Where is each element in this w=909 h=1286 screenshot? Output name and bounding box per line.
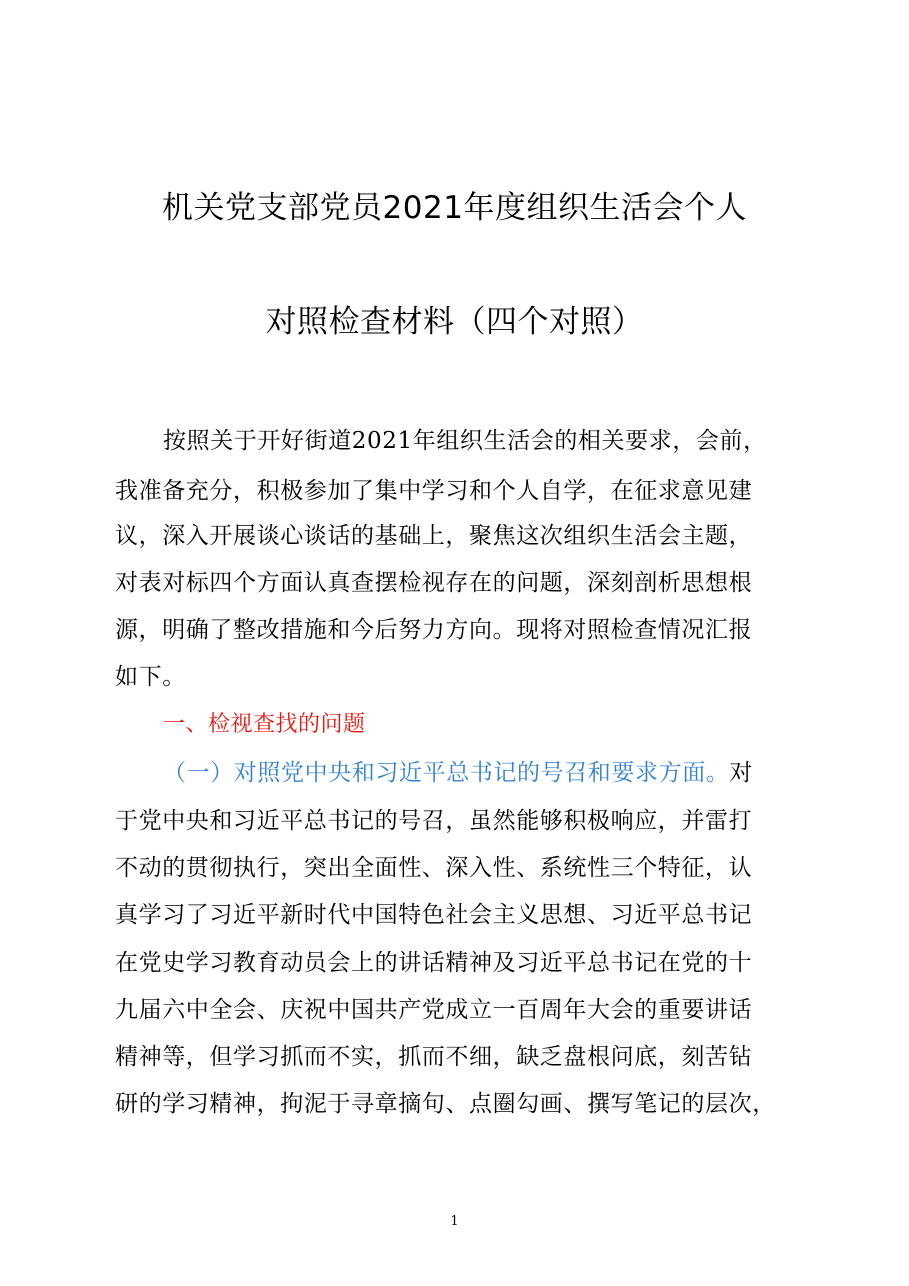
body-paragraph-line: 不动的贯彻执行，突出全面性、深入性、系统性三个特征，认 [115,855,753,881]
intro-paragraph-line: 对表对标四个方面认真查摆检视存在的问题，深刻剖析思想根 [115,570,753,596]
document-title-line-2: 对照检查材料（四个对照） [265,304,644,340]
intro-paragraph-line: 按照关于开好街道2021年组织生活会的相关要求，会前， [163,428,767,454]
body-paragraph-line: 在党史学习教育动员会上的讲话精神及习近平总书记在党的十 [115,950,753,976]
page-number: 1 [450,1214,459,1229]
intro-paragraph-line: 源，明确了整改措施和今后努力方向。现将对照检查情况汇报 [115,617,753,643]
subsection-heading: （一）对照党中央和习近平总书记的号召和要求方面。 [163,760,730,786]
body-paragraph-line: 真学习了习近平新时代中国特色社会主义思想、习近平总书记 [115,902,753,928]
intro-paragraph-line: 我准备充分，积极参加了集中学习和个人自学，在征求意见建 [115,478,753,504]
body-paragraph-line: 于党中央和习近平总书记的号召，虽然能够积极响应，并雷打 [115,808,753,834]
subsection-paragraph-first-line [163,758,853,788]
document-title-line-1: 机关党支部党员2021年度组织生活会个人 [162,190,747,226]
subsection-lead-text: 对 [729,760,754,786]
section-heading: 一、检视查找的问题 [163,712,366,737]
body-paragraph-line: 九届六中全会、庆祝中国共产党成立一百周年大会的重要讲话 [115,997,753,1023]
body-paragraph-line: 研的学习精神，拘泥于寻章摘句、点圈勾画、撰写笔记的层次， [115,1091,776,1117]
intro-paragraph-line: 如下。 [115,664,186,690]
body-paragraph-line: 精神等，但学习抓而不实，抓而不细，缺乏盘根问底，刻苦钻 [115,1044,753,1070]
intro-paragraph-line: 议，深入开展谈心谈话的基础上，聚焦这次组织生活会主题， [115,523,753,549]
